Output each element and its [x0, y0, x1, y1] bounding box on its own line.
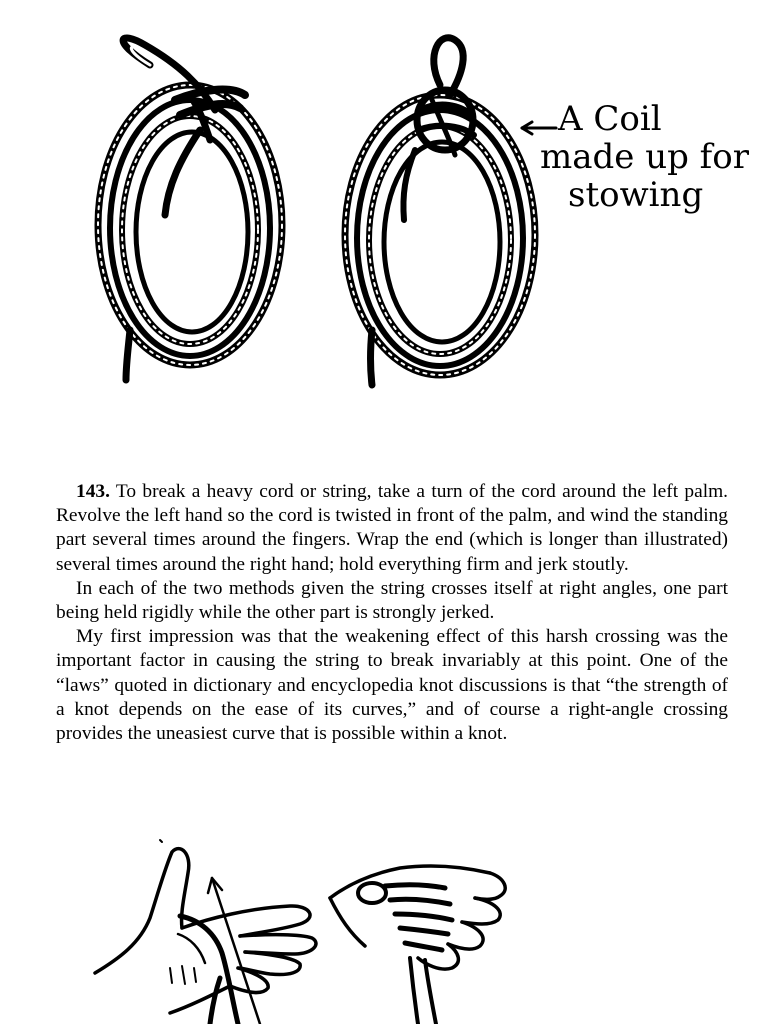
body-text	[56, 480, 728, 746]
paragraph-two-methods: In each of the two methods given the string crosses itself at right angles, one part being held rigidly while the other part is strongly jerked.	[56, 577, 728, 624]
coil-caption	[540, 100, 760, 214]
paragraph-number: 143.	[76, 481, 110, 502]
paragraph-first-impression: My first impression was that the weakening effect of this harsh crossing was the important factor in causing the string to break invariably at this point. One of the “laws” quoted in dictionary and encyclopedia knot discussions is that “the strength of a knot depends on the ease of its curves,” and of course a right-angle crossing provides the uneasiest curve that is possible within a knot.	[56, 626, 728, 745]
paragraph-143-text: To break a heavy cord or string, take a turn of the cord around the left palm. Revolve the left hand so the cord is twisted in front of the palm, and wind the standing part several times around the fingers. Wrap the end (which is longer than illustrated) several times around the right hand; hold everything firm and jerk stoutly.	[56, 481, 729, 575]
left-hand-drawing	[95, 840, 316, 1024]
caption-line-1: A Coil	[558, 99, 662, 139]
right-hands-drawing	[330, 866, 505, 1024]
caption-line-3: stowing	[568, 175, 704, 215]
left-coil-drawing	[98, 38, 282, 380]
caption-line-2: made up for	[540, 137, 749, 177]
hands-string-illustration	[0, 838, 768, 1024]
right-coil-drawing	[345, 38, 535, 385]
paragraph-143	[56, 480, 728, 577]
